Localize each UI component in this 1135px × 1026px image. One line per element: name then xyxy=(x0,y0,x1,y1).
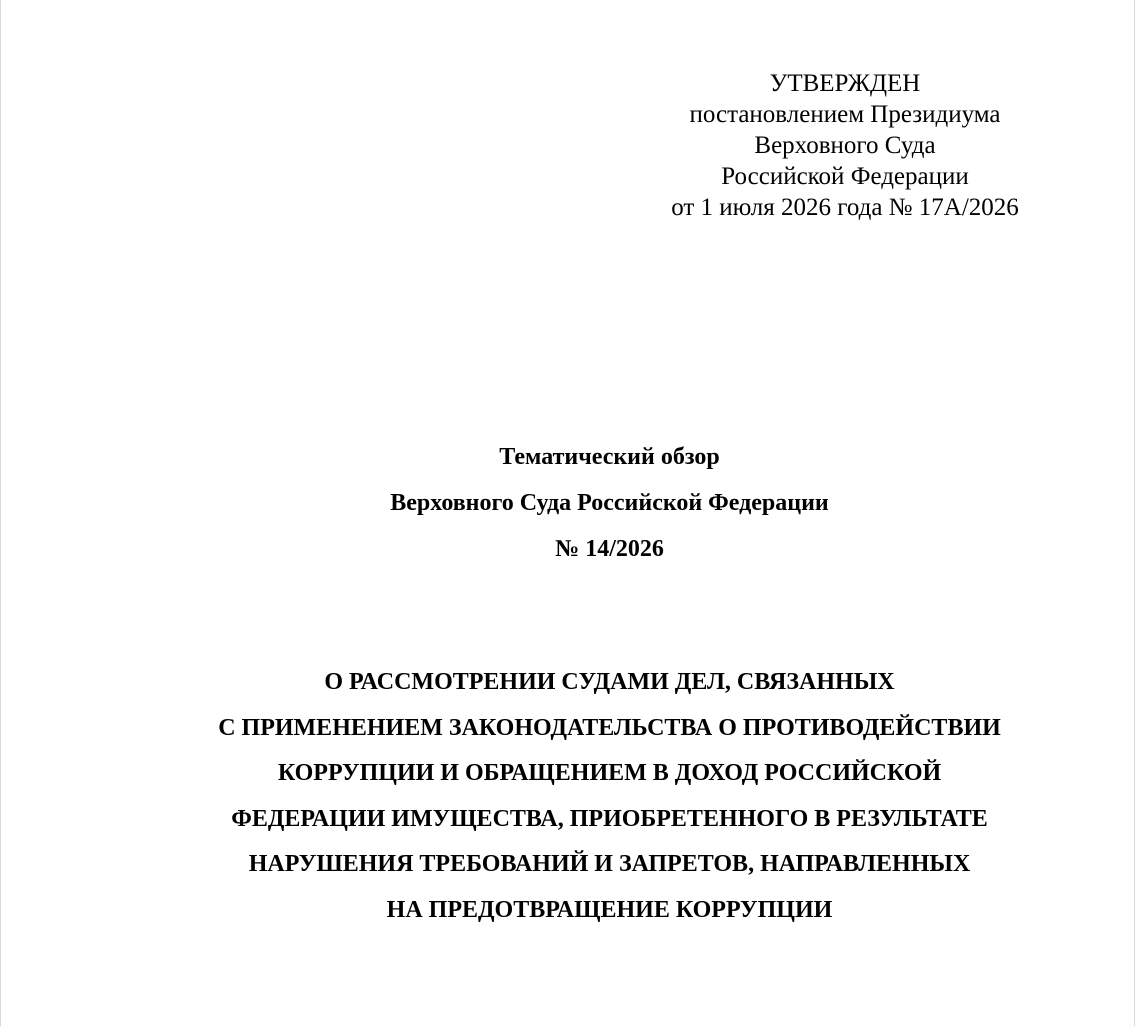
approval-line: УТВЕРЖДЕН xyxy=(769,70,921,97)
review-number: № 14/2026 xyxy=(555,536,664,562)
approval-stamp-block xyxy=(621,68,1069,223)
approval-line: от 1 июля 2026 года № 17А/2026 xyxy=(671,194,1019,221)
approval-line: Верховного Суда xyxy=(754,132,936,159)
title-line: КОРРУПЦИИ И ОБРАЩЕНИЕМ В ДОХОД РОССИЙСКОЙ xyxy=(277,760,942,786)
title-line: О РАССМОТРЕНИИ СУДАМИ ДЕЛ, СВЯЗАННЫХ xyxy=(324,669,895,695)
title-line: ФЕДЕРАЦИИ ИМУЩЕСТВА, ПРИОБРЕТЕННОГО В РЕЗУЛЬТАТЕ xyxy=(231,805,988,832)
approval-line: постановлением Президиума xyxy=(689,101,1001,128)
review-header-line: Тематический обзор xyxy=(499,444,720,470)
document-title xyxy=(1,660,1135,933)
title-line: С ПРИМЕНЕНИЕМ ЗАКОНОДАТЕЛЬСТВА О ПРОТИВОДЕЙСТВИИ xyxy=(218,714,1001,741)
approval-line: Российской Федерации xyxy=(721,163,969,190)
review-header xyxy=(1,434,1135,572)
title-line: НАРУШЕНИЯ ТРЕБОВАНИЙ И ЗАПРЕТОВ, НАПРАВЛЕННЫХ xyxy=(248,851,971,877)
review-header-line: Верховного Суда Российской Федерации xyxy=(390,490,829,516)
title-line: НА ПРЕДОТВРАЩЕНИЕ КОРРУПЦИИ xyxy=(386,896,833,923)
